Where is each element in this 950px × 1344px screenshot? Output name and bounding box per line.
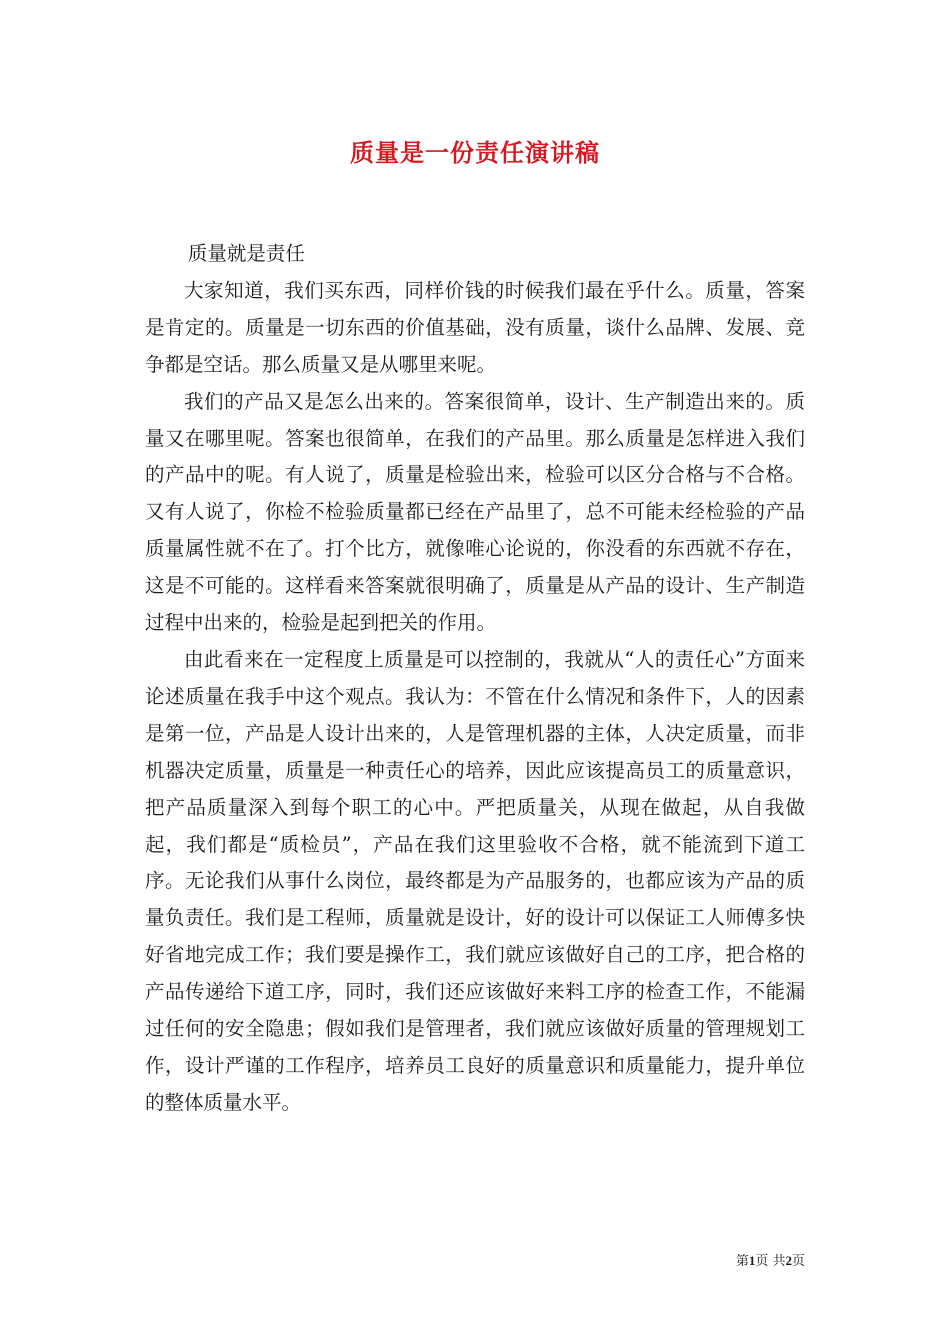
page-middle: 页 共	[755, 1254, 786, 1269]
document-body	[145, 236, 805, 1122]
section-subtitle: 质量就是责任	[187, 242, 305, 265]
paragraph: 由此看来在一定程度上质量是可以控制的，我就从“人的责任心”方面来论述质量在我手中这个观点。我认为：不管在什么情况和条件下，人的因素是第一位，产品是人设计出来的，人是管理机器的主体，人决定质量，而非机器决定质量，质量是一种责任心的培养，因此应该提高员工的质量意识，把产品质量深入到每个职工的心中。严把质量关，从现在做起，从自我做起，我们都是“质检员”，产品在我们这里验收不合格，就不能流到下道工序。无论我们从事什么岗位，最终都是为产品服务的，也都应该为产品的质量负责任。我们是工程师，质量就是设计，好的设计可以保证工人师傅多快好省地完成工作；我们要是操作工，我们就应该做好自己的工序，把合格的产品传递给下道工序，同时，我们还应该做好来料工序的检查工作，不能漏过任何的安全隐患；假如我们是管理者，我们就应该做好质量的管理规划工作，设计严谨的工作程序，培养员工良好的质量意识和质量能力，提升单位的整体质量水平。	[145, 647, 805, 1114]
page-number-footer	[736, 1250, 805, 1269]
page-suffix: 页	[791, 1254, 805, 1269]
paragraph: 我们的产品又是怎么出来的。答案很简单，设计、生产制造出来的。质量又在哪里呢。答案也很简单，在我们的产品里。那么质量是怎样进入我们的产品中的呢。有人说了，质量是检验出来，检验可以区分合格与不合格。又有人说了，你检不检验质量都已经在产品里了，总不可能未经检验的产品质量属性就不在了。打个比方，就像唯心论说的，你没看的东西就不存在，这是不可能的。这样看来答案就很明确了，质量是从产品的设计、生产制造过程中出来的，检验是起到把关的作用。	[145, 389, 805, 635]
current-page: 1	[748, 1253, 756, 1268]
paragraph: 大家知道，我们买东西，同样价钱的时候我们最在乎什么。质量，答案是肯定的。质量是一切东西的价值基础，没有质量，谈什么品牌、发展、竞争都是空话。那么质量又是从哪里来呢。	[145, 278, 805, 376]
document-title: 质量是一份责任演讲稿	[350, 138, 600, 167]
page-prefix: 第	[735, 1254, 749, 1269]
total-pages: 2	[785, 1253, 792, 1268]
